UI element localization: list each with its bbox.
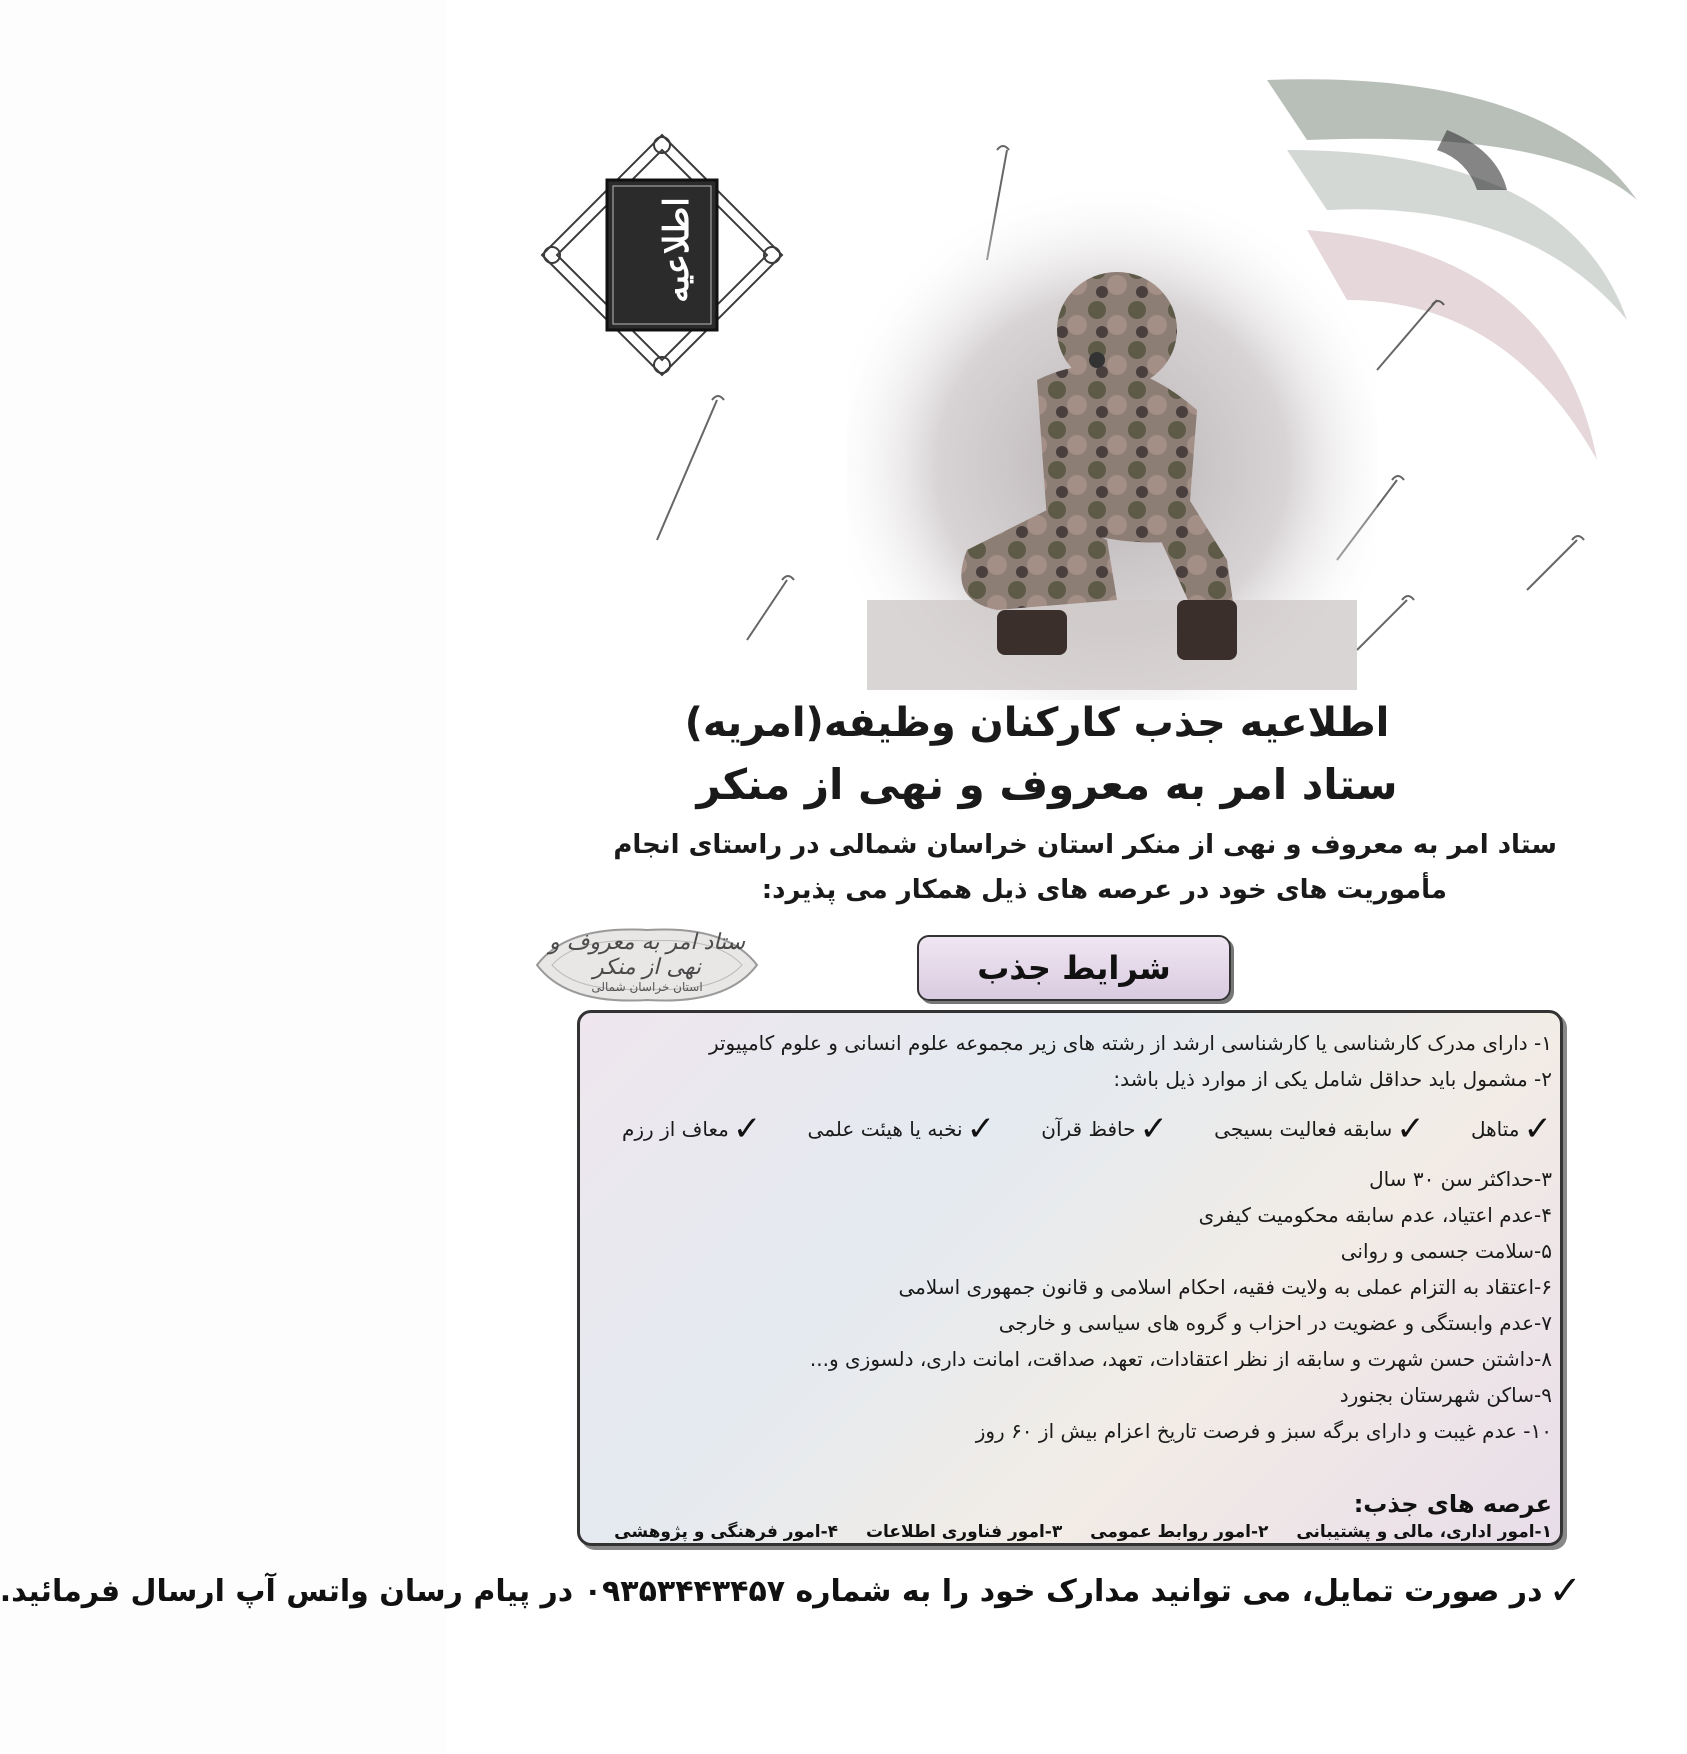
- intro-line-1: ستاد امر به معروف و نهی از منکر استان خراسان شمالی در راستای انجام: [613, 830, 1557, 860]
- condition-item: ۸-داشتن حسن شهرت و سابقه از نظر اعتقادات، تعهد، صداقت، امانت داری، دلسوزی و...: [809, 1347, 1552, 1371]
- contact-instruction: در صورت تمایل، می توانید مدارک خود را به شماره ۰۹۳۵۳۴۴۳۴۵۷ در پیام رسان واتس آپ ارسال فرمائید.: [0, 1573, 1543, 1609]
- criteria-item: [1471, 1097, 1552, 1161]
- criteria-label: نخبه یا هیئت علمی: [807, 1117, 963, 1141]
- condition-item: ۴-عدم اعتیاد، عدم سابقه محکومیت کیفری: [1198, 1203, 1552, 1227]
- condition-item: ۲- مشمول باید حداقل شامل یکی از موارد ذیل باشد:: [1113, 1067, 1552, 1091]
- emblem-subtext: استان خراسان شمالی: [591, 980, 703, 994]
- condition-item: ۵-سلامت جسمی و روانی: [1340, 1239, 1552, 1263]
- recruitment-field-item: ۲-امور روابط عمومی: [1090, 1522, 1269, 1542]
- intro-line-2: مأموریت های خود در عرصه های ذیل همکار می پذیرد:: [761, 875, 1447, 905]
- headline-title: اطلاعیه جذب کارکنان وظیفه(امریه): [684, 700, 1390, 746]
- condition-item: ۱- دارای مدرک کارشناسی یا کارشناسی ارشد از رشته های زیر مجموعه علوم انسانی و علوم کامپیوتر: [708, 1031, 1552, 1055]
- conditions-section-title: شرایط جذب: [917, 935, 1231, 1001]
- criteria-row: [592, 1097, 1552, 1161]
- conditions-list: [592, 1025, 1552, 1449]
- criteria-label: متاهل: [1470, 1117, 1520, 1141]
- criteria-item: [1214, 1097, 1425, 1161]
- check-icon: ✓: [1396, 1109, 1425, 1149]
- soldier-photo: [847, 180, 1377, 700]
- condition-item: ۱۰- عدم غیبت و دارای برگه سبز و فرصت تاریخ اعزام بیش از ۶۰ روز: [975, 1419, 1552, 1443]
- check-icon: ✓: [966, 1109, 996, 1149]
- recruitment-field-item: ۴-امور فرهنگی و پژوهشی: [614, 1522, 839, 1542]
- condition-item: ۹-ساکن شهرستان بجنورد: [1339, 1383, 1552, 1407]
- criteria-item: [622, 1097, 761, 1161]
- criteria-item: [1041, 1097, 1168, 1161]
- criteria-label: معاف از رزم: [622, 1117, 729, 1141]
- check-icon: ✓: [732, 1109, 762, 1149]
- emblem-text: ستاد امر به معروف و نهی از منکر: [548, 930, 746, 980]
- criteria-label: حافظ قرآن: [1041, 1117, 1136, 1141]
- criteria-label: سابقه فعالیت بسیجی: [1214, 1117, 1393, 1141]
- criteria-item: [808, 1097, 996, 1161]
- check-icon: ✓: [1523, 1109, 1552, 1149]
- condition-item: ۶-اعتقاد به التزام عملی به ولایت فقیه، احکام اسلامی و قانون جمهوری اسلامی: [898, 1275, 1552, 1299]
- recruitment-field-item: ۱-امور اداری، مالی و پشتیبانی: [1296, 1522, 1552, 1542]
- check-icon: ✓: [1548, 1568, 1582, 1614]
- recruitment-fields-title: عرصه های جذب:: [1353, 1490, 1552, 1518]
- condition-item: ۷-عدم وابستگی و عضویت در احزاب و گروه های سیاسی و خارجی: [998, 1311, 1552, 1335]
- contact-footer: [0, 1568, 1582, 1614]
- recruitment-field-item: ۳-امور فناوری اطلاعات: [865, 1522, 1063, 1542]
- notice-badge-label: اطلاعیه: [657, 197, 697, 303]
- condition-item: ۳-حداکثر سن ۳۰ سال: [1369, 1167, 1552, 1191]
- recruitment-fields-list: [592, 1522, 1552, 1542]
- check-icon: ✓: [1139, 1109, 1168, 1149]
- headline-organization: ستاد امر به معروف و نهی از منکر: [696, 760, 1398, 809]
